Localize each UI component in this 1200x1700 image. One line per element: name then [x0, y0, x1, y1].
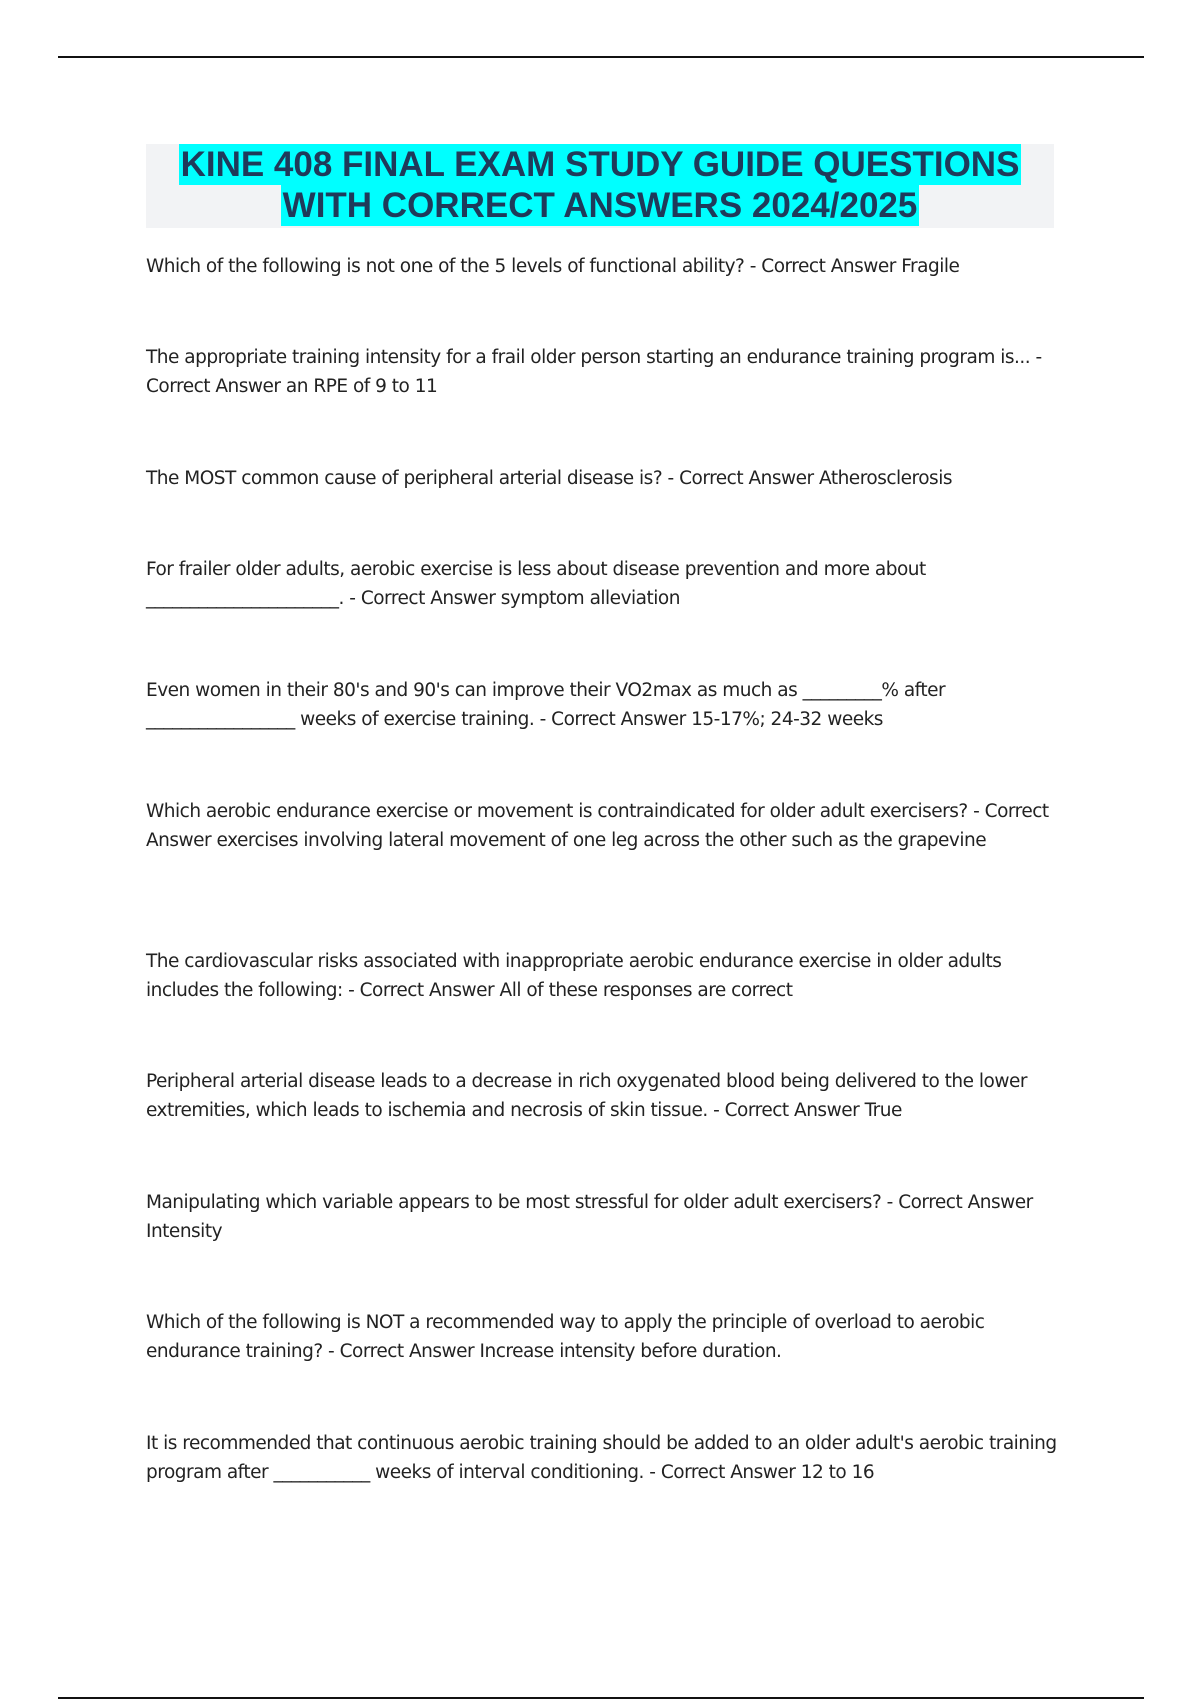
- document-title: [146, 144, 1054, 228]
- qa-item: Even women in their 80's and 90's can improve their VO2max as much as _________% after _________________ weeks of exercise training. - Correct Answer 15-17%; 24-32 weeks: [146, 680, 946, 730]
- qa-item: For frailer older adults, aerobic exercise is less about disease prevention and more about ______________________. - Correct Answer symptom alleviation: [146, 559, 926, 609]
- title-line-2: WITH CORRECT ANSWERS 2024/2025: [282, 186, 918, 225]
- qa-item: The cardiovascular risks associated with inappropriate aerobic endurance exercise in older adults includes the following: - Correct Answer All of these responses are correct: [146, 951, 1002, 1001]
- qa-item: It is recommended that continuous aerobic training should be added to an older adult's aerobic training program after ___________ weeks of interval conditioning. - Correct Answer 12 to 16: [146, 1433, 1057, 1483]
- top-rule: [58, 56, 1144, 58]
- qa-item: Which of the following is NOT a recommended way to apply the principle of overload to aerobic endurance training? - Correct Answer Increase intensity before duration.: [146, 1312, 985, 1362]
- qa-item: The appropriate training intensity for a frail older person starting an endurance training program is... - Correct Answer an RPE of 9 to 11: [146, 347, 1042, 397]
- bottom-rule: [58, 1697, 1144, 1699]
- title-line-1: KINE 408 FINAL EXAM STUDY GUIDE QUESTIONS: [180, 145, 1020, 184]
- qa-item: Peripheral arterial disease leads to a decrease in rich oxygenated blood being delivered to the lower extremities, which leads to ischemia and necrosis of skin tissue. - Correct Answer True: [146, 1071, 1027, 1121]
- qa-item: Which aerobic endurance exercise or movement is contraindicated for older adult exercisers? - Correct Answer exercises involving lateral movement of one leg across the other such as the grapevine: [146, 801, 1049, 851]
- qa-item: Which of the following is not one of the 5 levels of functional ability? - Correct Answer Fragile: [146, 256, 960, 277]
- qa-item: Manipulating which variable appears to be most stressful for older adult exercisers? - Correct Answer Intensity: [146, 1192, 1033, 1242]
- qa-item: The MOST common cause of peripheral arterial disease is? - Correct Answer Atherosclerosis: [146, 468, 952, 489]
